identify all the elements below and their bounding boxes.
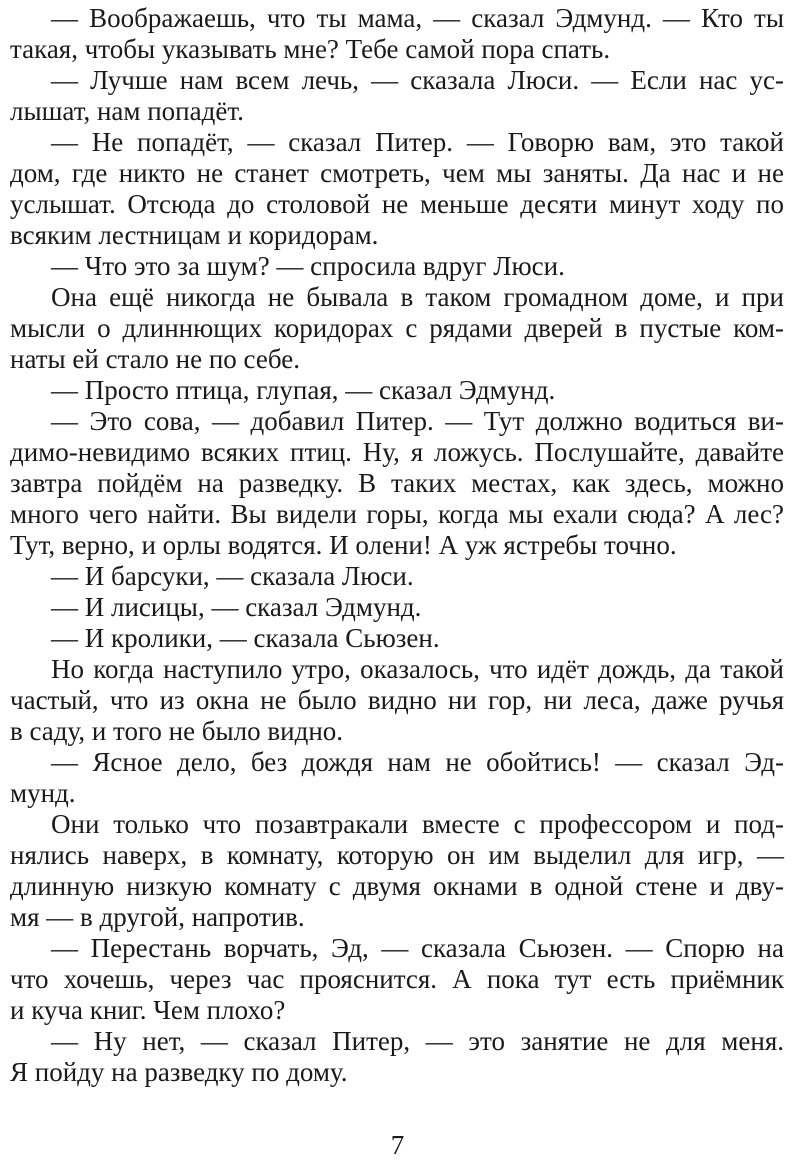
paragraph	[10, 1026, 784, 1088]
paragraph	[10, 654, 784, 747]
paragraph	[10, 809, 784, 933]
text-line: — Что это за шум? — спросила вдруг Люси.	[51, 251, 565, 281]
text-line: Я пойду на разведку по дому.	[10, 1057, 348, 1087]
text-line: и куча книг. Чем плохо?	[10, 995, 286, 1025]
text-line: лышат, нам попадёт.	[10, 96, 244, 126]
paragraph	[10, 933, 784, 1026]
text-line: Тут, верно, и орлы водятся. И олени! А уж ястребы точно.	[10, 530, 677, 560]
text-line: — Ясное дело, без дождя нам не обойтись! — сказал Эд-	[51, 747, 784, 777]
text-line: частый, что из окна не было видно ни гор, ни леса, даже ручья	[10, 685, 784, 715]
text-line: — Лучше нам всем лечь, — сказала Люси. — Если нас ус-	[51, 65, 784, 95]
paragraph	[10, 251, 784, 282]
text-line: длинную низкую комнату с двумя окнами в одной стене и дву-	[10, 871, 784, 901]
text-line: Но когда наступило утро, оказалось, что идёт дождь, да такой	[51, 654, 784, 684]
text-line: наты ей стало не по себе.	[10, 344, 300, 374]
text-line: что хочешь, через час прояснится. А пока тут есть приёмник	[10, 964, 784, 994]
paragraph	[10, 282, 784, 375]
paragraph	[10, 127, 784, 251]
text-line: мя — в другой, напротив.	[10, 902, 305, 932]
text-line: мунд.	[10, 778, 76, 808]
text-line: завтра пойдём на разведку. В таких местах, как здесь, можно	[10, 468, 784, 498]
text-line: мысли о длиннющих коридорах с рядами дверей в пустые ком-	[10, 313, 784, 343]
text-line: — Не попадёт, — сказал Питер. — Говорю вам, это такой	[51, 127, 784, 157]
paragraph	[10, 3, 784, 65]
text-line: такая, чтобы указывать мне? Тебе самой пора спать.	[10, 34, 611, 64]
paragraph	[10, 65, 784, 127]
text-line: — И лисицы, — сказал Эдмунд.	[51, 592, 422, 622]
paragraph	[10, 592, 784, 623]
paragraph	[10, 406, 784, 561]
paragraph	[10, 375, 784, 406]
text-line: в саду, и того не было видно.	[10, 716, 344, 746]
paragraph	[10, 623, 784, 654]
text-line: услышат. Отсюда до столовой не меньше десяти минут ходу по	[10, 189, 784, 219]
text-line: Она ещё никогда не бывала в таком громадном доме, и при	[51, 282, 784, 312]
paragraph	[10, 561, 784, 592]
book-page-text	[10, 3, 784, 1088]
text-line: всяким лестницам и коридорам.	[10, 220, 379, 250]
page-number: 7	[390, 1130, 405, 1160]
text-line: — И кролики, — сказала Сьюзен.	[51, 623, 440, 653]
text-line: — Ну нет, — сказал Питер, — это занятие не для меня.	[51, 1026, 784, 1056]
paragraph	[10, 747, 784, 809]
text-line: — Перестань ворчать, Эд, — сказала Сьюзен. — Спорю на	[51, 933, 784, 963]
text-line: дом, где никто не станет смотреть, чем мы заняты. Да нас и не	[10, 158, 784, 188]
text-line: — Воображаешь, что ты мама, — сказал Эдмунд. — Кто ты	[51, 3, 784, 33]
text-line: Они только что позавтракали вместе с профессором и под-	[51, 809, 784, 839]
text-line: — И барсуки, — сказала Люси.	[51, 561, 414, 591]
text-line: — Просто птица, глупая, — сказал Эдмунд.	[51, 375, 556, 405]
text-line: много чего найти. Вы видели горы, когда мы ехали сюда? А лес?	[10, 499, 784, 529]
text-line: — Это сова, — добавил Питер. — Тут должно водиться ви-	[51, 406, 784, 436]
text-line: нялись наверх, в комнату, которую он им выделил для игр, —	[10, 840, 784, 870]
text-line: димо-невидимо всяких птиц. Ну, я ложусь. Послушайте, давайте	[10, 437, 784, 467]
